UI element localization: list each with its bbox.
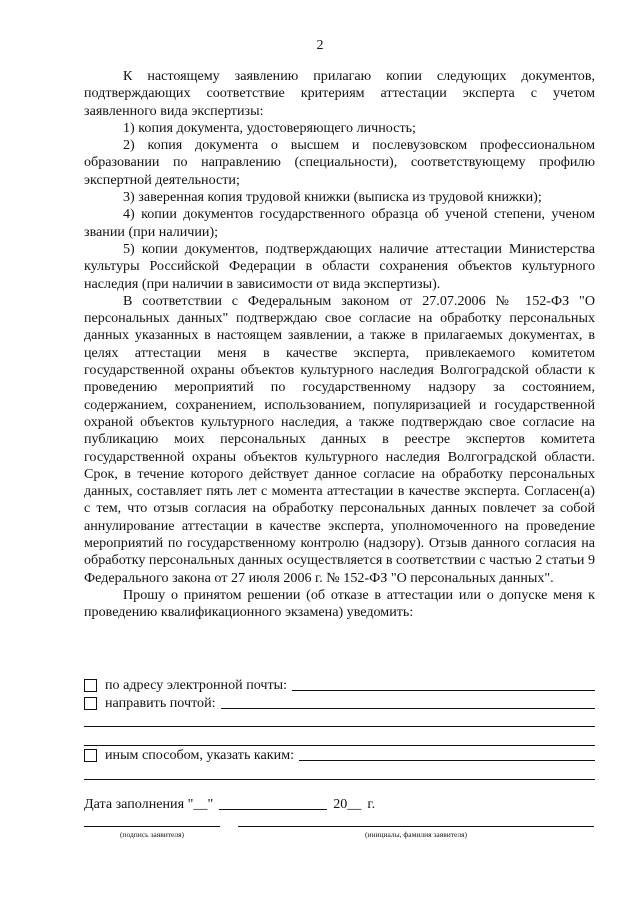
signature-caption: (подпись заявителя) <box>119 830 185 839</box>
signature-line[interactable] <box>84 826 220 827</box>
document-body <box>84 68 595 622</box>
option-other-row <box>84 746 595 764</box>
date-year-blank[interactable]: __ <box>347 796 362 812</box>
date-month-blank[interactable] <box>219 808 327 810</box>
date-label: Дата заполнения " <box>84 796 194 812</box>
mail-checkbox[interactable] <box>84 697 97 710</box>
option-email-row <box>84 676 595 694</box>
date-year-prefix: 20 <box>333 796 348 812</box>
other-method-checkbox[interactable] <box>84 749 97 762</box>
attachment-item-4: 4) копии документов государственного образца об ученой степени, ученом звании (при наличии); <box>84 206 595 240</box>
page-number: 2 <box>316 38 324 53</box>
attachment-item-3: 3) заверенная копия трудовой книжки (выписка из трудовой книжки); <box>123 189 542 206</box>
mail-address-input-line[interactable] <box>221 707 595 709</box>
other-method-input-line[interactable] <box>299 759 595 761</box>
fill-date-row <box>84 796 375 813</box>
option-mail-row <box>84 694 595 712</box>
personal-data-consent-paragraph: В соответствии с Федеральным законом от 27.07.2006 № 152-ФЗ "О персональных данных" подтверждаю свое согласие на обработку персональных данных указанных в настоящем заявлении, а также в прилагаемых документах, в целях аттестации меня в качестве эксперта, привлекаемого комитетом государственной охраны объектов культурного наследия Волгоградской области к проведению мероприятий по государственному надзору за состоянием, содержанием, сохранением, использованием, популяризацией и государственной охраной объектов культурного наследия, а также подтверждаю свое согласие на публикацию моих персональных данных в реестре экспертов комитета государственной охраны объектов культурного наследия Волгоградской области. Срок, в течение которого действует данное согласие на обработку персональных данных, составляет пять лет с момента аттестации в качестве эксперта. Согласен(а) с тем, что отзыв согласия на обработку персональных данных повлечет за собой аннулирование аттестации в качестве эксперта, уполномоченного на проведение мероприятий по государственному контролю (надзору). Отзыв данного согласия на обработку персональных данных осуществляется в соответствии с частью 2 статьи 9 Федерального закона от 27 июля 2006 г. № 152-ФЗ "О персональных данных". <box>84 292 595 586</box>
other-method-label: иным способом, указать каким: <box>105 747 295 763</box>
email-input-line[interactable] <box>292 689 595 691</box>
attachment-item-2: 2) копия документа о высшем и послевузовском профессиональном образовании по направлению (специальности), соответствующему профилю экспертной деятельности; <box>84 137 595 188</box>
date-day-close-quote: " <box>207 796 214 812</box>
mail-address-continuation-line[interactable] <box>84 726 595 727</box>
attachment-item-1: 1) копия документа, удостоверяющего личность; <box>123 119 416 136</box>
name-initials-caption: (инициалы, фамилия заявителя) <box>364 830 468 839</box>
email-option-label: по адресу электронной почты: <box>105 677 288 693</box>
date-day-blank[interactable]: __ <box>193 796 208 812</box>
date-year-suffix: г. <box>367 796 376 812</box>
name-initials-line[interactable] <box>238 826 594 827</box>
mail-option-label: направить почтой: <box>105 695 216 711</box>
email-checkbox[interactable] <box>84 679 97 692</box>
attachment-item-5: 5) копии документов, подтверждающих наличие аттестации Министерства культуры Российской Федерации в области сохранения объектов культурного наследия (при наличии в зависимости от вида экспертизы). <box>84 240 595 292</box>
attachments-intro-paragraph: К настоящему заявлению прилагаю копии следующих документов, подтверждающих соответствие критериям аттестации эксперта с учетом заявленного вида экспертизы: <box>84 68 595 119</box>
other-method-continuation-line[interactable] <box>84 779 595 780</box>
notification-request-paragraph: Прошу о принятом решении (об отказе в аттестации или о допуске меня к проведению квалификационного экзамена) уведомить: <box>84 586 595 621</box>
